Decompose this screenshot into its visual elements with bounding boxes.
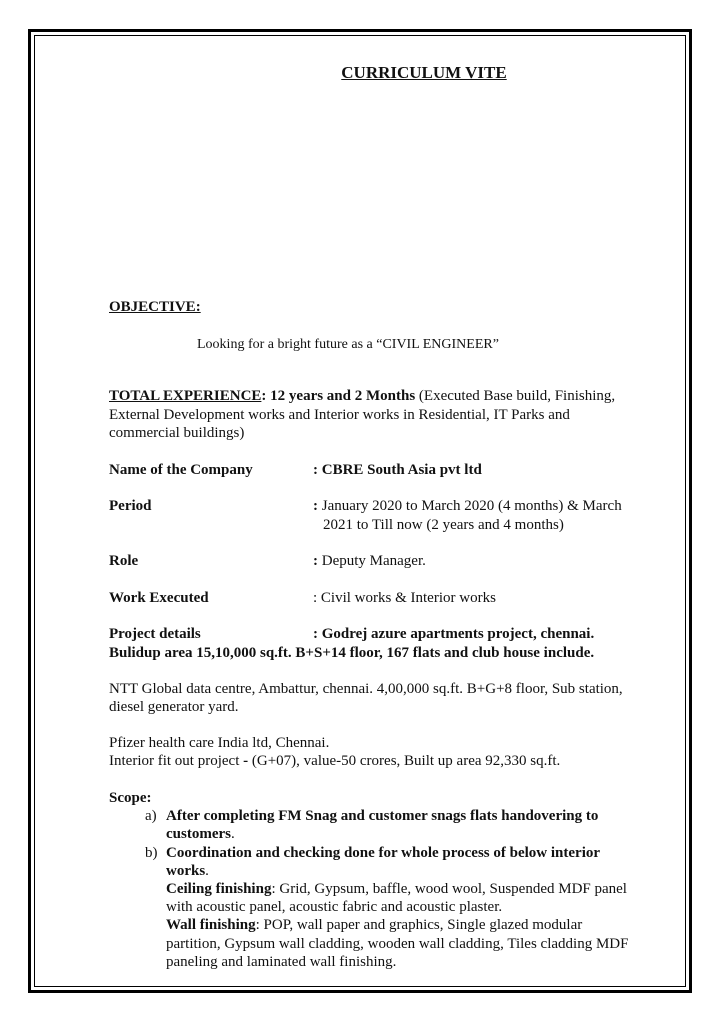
pfizer-text-c: (G+07), value-50 crores, Built up area 92,330 sq.ft. (248, 753, 561, 769)
ceiling-label: Ceiling finishing (166, 881, 272, 897)
wall-text-3: paneling and laminated wall finishing. (166, 954, 397, 970)
period-value-1: January 2020 to March 2020 (4 months) & March (318, 498, 622, 514)
scope-b-marker: b) (145, 845, 158, 861)
role-value: Deputy Manager. (318, 553, 426, 569)
role-colon: : (313, 553, 318, 569)
experience-line1 (109, 387, 615, 405)
objective-heading: OBJECTIVE: (109, 299, 201, 315)
role-line (313, 552, 426, 570)
scope-b-line2-wrap (166, 862, 209, 880)
project-label: Project details (109, 626, 201, 642)
ntt-line1: NTT Global data centre, Ambattur, chennai. 4,00,000 sq.ft. B+G+8 floor, Sub station, (109, 681, 623, 697)
experience-duration: 12 years and 2 Months (266, 388, 416, 404)
period-line1 (313, 497, 622, 515)
scope-b-line1: Coordination and checking done for whole process of below interior (166, 845, 601, 861)
period-value-2: 2021 to Till now (2 years and 4 months) (323, 517, 564, 533)
scope-a-line2-wrap (166, 825, 235, 843)
wall-text-1: : POP, wall paper and graphics, Single glazed modular (255, 917, 583, 933)
wall-line1 (166, 916, 582, 934)
wall-text-2: partition, Gypsum wall cladding, wooden wall cladding, Tiles cladding MDF (166, 936, 629, 952)
ntt-line2: diesel generator yard. (109, 699, 239, 715)
scope-a-line2: customers (166, 826, 231, 842)
experience-colon: : (261, 388, 267, 404)
company-label: Name of the Company (109, 462, 253, 478)
pfizer-text-a: Interior fit out project (109, 753, 244, 769)
experience-heading: TOTAL EXPERIENCE (109, 388, 262, 404)
work-value: : Civil works & Interior works (313, 590, 496, 606)
experience-desc-1: (Executed Base build, Finishing, (415, 388, 616, 404)
project-value: : Godrej azure apartments project, chennai. (313, 626, 595, 642)
experience-desc-3: commercial buildings) (109, 425, 245, 441)
scope-a-marker: a) (145, 808, 157, 824)
pfizer-dash: - (243, 753, 249, 769)
experience-desc-2: External Development works and Interior works in Residential, IT Parks and (109, 407, 570, 423)
scope-b-line2: works (166, 863, 206, 879)
project-buildup: Bulidup area 15,10,000 sq.ft. B+S+14 floor, 167 flats and club house include. (109, 645, 595, 661)
ceiling-line1 (166, 880, 627, 898)
scope-b-period: . (205, 863, 209, 879)
scope-a-line1: After completing FM Snag and customer snags flats handovering to (166, 808, 599, 824)
pfizer-line1: Pfizer health care India ltd, Chennai. (109, 735, 330, 751)
period-colon: : (313, 498, 318, 514)
objective-text: Looking for a bright future as a “CIVIL ENGINEER” (197, 337, 499, 352)
period-label: Period (109, 498, 152, 514)
document-title: CURRICULUM VITE (341, 63, 507, 82)
ceiling-text-1: : Grid, Gypsum, baffle, wood wool, Suspended MDF panel (271, 881, 627, 897)
wall-label: Wall finishing (166, 917, 256, 933)
role-label: Role (109, 553, 139, 569)
work-label: Work Executed (109, 590, 209, 606)
pfizer-line2 (109, 752, 560, 770)
ceiling-text-2: with acoustic panel, acoustic fabric and acoustic plaster. (166, 899, 503, 915)
company-value: : CBRE South Asia pvt ltd (313, 462, 482, 478)
scope-a-period: . (230, 826, 235, 842)
scope-heading: Scope: (109, 790, 152, 806)
